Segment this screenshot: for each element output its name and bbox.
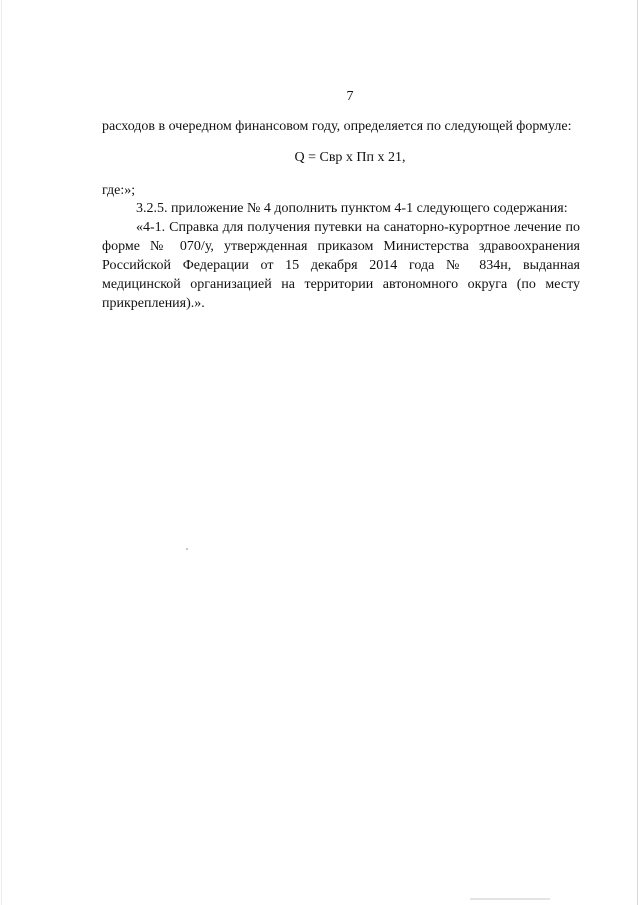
- scan-edge-left: [1, 0, 2, 905]
- paragraphs: [102, 199, 580, 313]
- paragraph-3-2-5: 3.2.5. приложение № 4 дополнить пунктом 4-1 следующего содержания:: [136, 201, 568, 216]
- scan-artifact: [470, 898, 550, 900]
- page-number: 7: [346, 89, 354, 104]
- continuation-line: расходов в очередном финансовом году, определяется по следующей формуле:: [102, 119, 572, 134]
- where-line: где:»;: [102, 183, 136, 198]
- scan-speck: [186, 548, 188, 550]
- scan-edge-right: [637, 0, 638, 905]
- paragraph-4-1: «4-1. Справка для получения путевки на санаторно-курортное лечение по форме № 070/у, утвержденная приказом Министерства здравоохранения Российской Федерации от 15 декабря 2014 года № 834н, выданная медицинской организацией на территории автономного округа (по месту прикрепления).».: [102, 220, 580, 311]
- formula: Q = Свр x Пп x 21,: [294, 150, 406, 165]
